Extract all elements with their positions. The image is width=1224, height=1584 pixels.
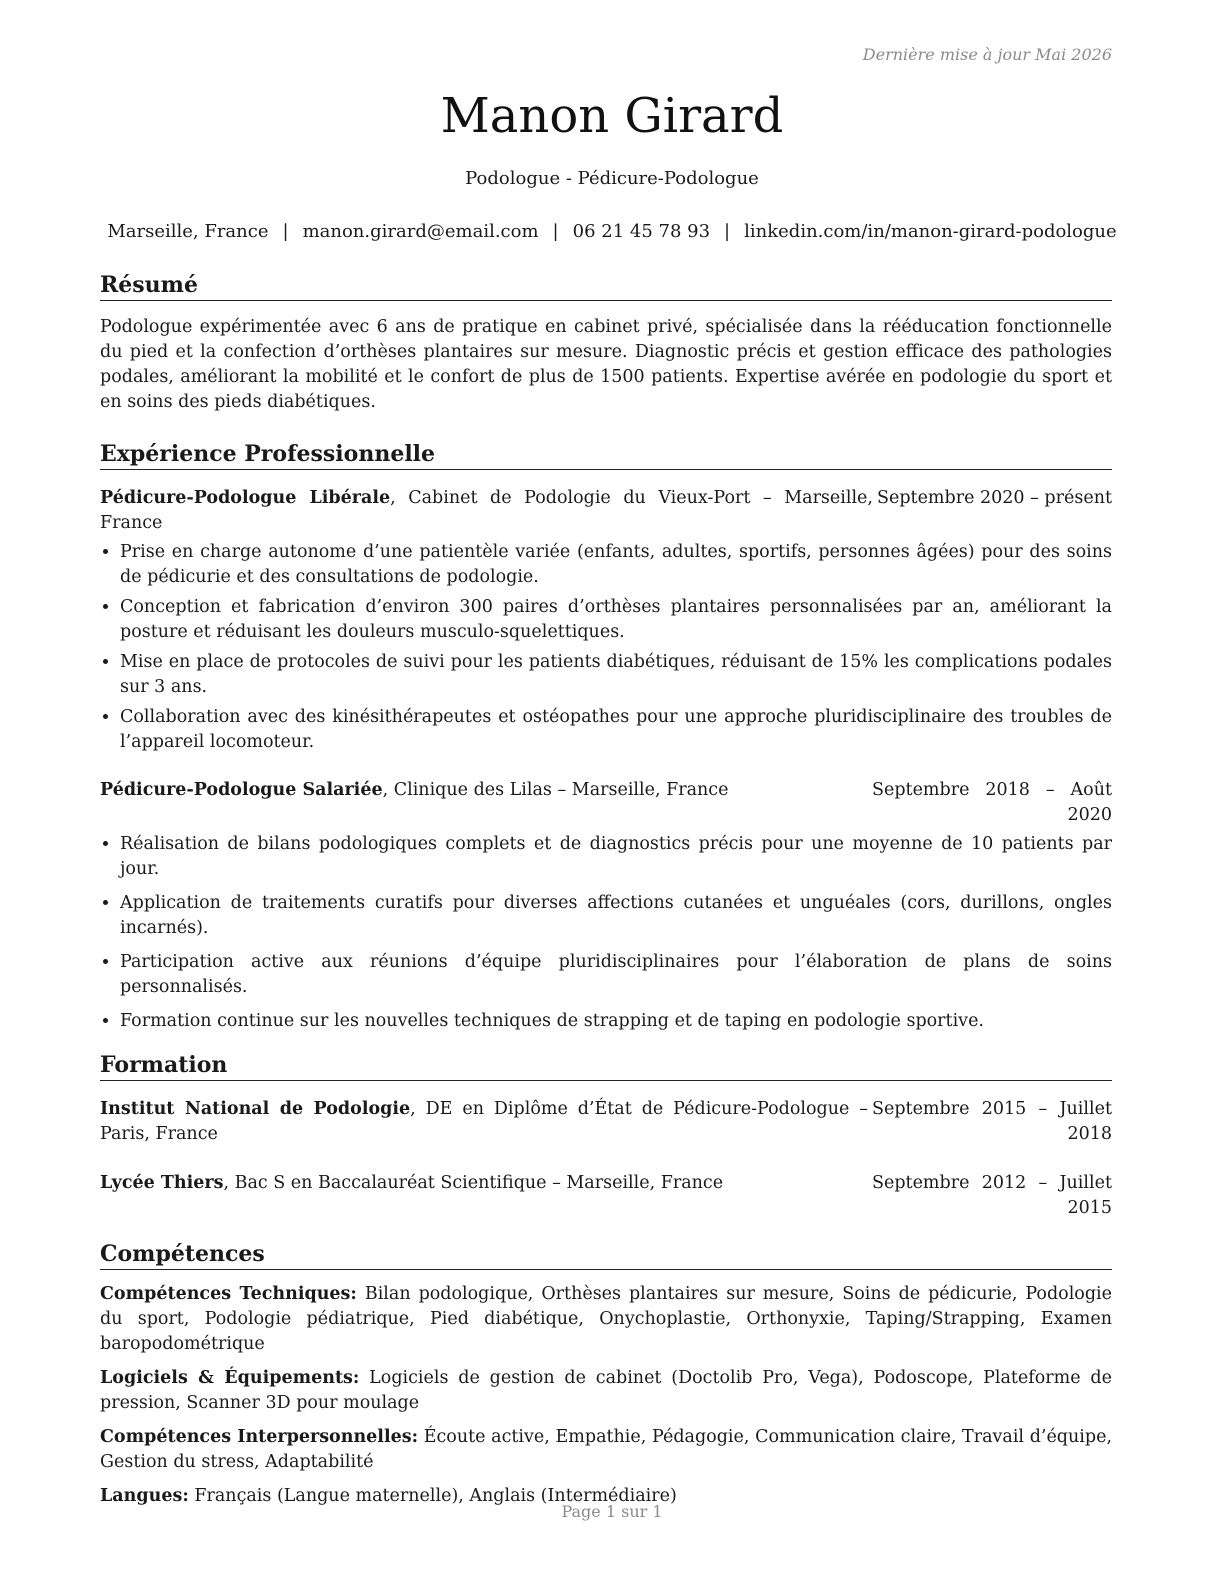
job-bullets [100, 832, 1112, 1034]
skill-value: Logiciels de gestion de cabinet (Doctolib Pro, Vega), Podoscope, Plateforme de pression, Scanner 3D pour moulage [100, 1368, 1112, 1413]
job-dates: Septembre 2018 – Août 2020 [872, 780, 1112, 825]
skill-value: Français (Langue maternelle), Anglais (Intermédiaire) [194, 1486, 677, 1506]
job-place: , Cabinet de Podologie du Vieux-Port – Marseille, France [100, 488, 873, 533]
skill-row [100, 1282, 1112, 1357]
skill-label: Langues: [100, 1486, 189, 1506]
contact-email[interactable]: manon.girard@email.com [302, 221, 539, 242]
job-header [100, 486, 1112, 536]
job-title-line [100, 778, 872, 803]
education-school: Lycée Thiers [100, 1173, 224, 1193]
experience-section [100, 441, 1112, 1034]
contact-location: Marseille, France [107, 221, 269, 242]
job-place: , Clinique des Lilas – Marseille, France [382, 780, 729, 800]
list-item: • Collaboration avec des kinésithérapeutes et ostéopathes pour une approche pluridisciplinaire des troubles de l’appareil locomoteur. [120, 705, 1112, 755]
contact-separator: | [724, 221, 731, 242]
section-title: Expérience Professionnelle [100, 441, 1112, 470]
skill-value: Bilan podologique, Orthèses plantaires sur mesure, Soins de pédicurie, Podologie du sport, Podologie pédiatrique, Pied diabétique, Onychoplastie, Orthonyxie, Taping/Strapping, Examen baropodométrique [100, 1284, 1112, 1354]
headline: Podologue - Pédicure-Podologue [465, 168, 759, 189]
job-dates: Septembre 2020 – présent [877, 488, 1112, 508]
education-entry [100, 1097, 1112, 1147]
skill-label: Compétences Interpersonnelles: [100, 1427, 419, 1447]
education-title-line [100, 1171, 872, 1196]
summary-section [100, 272, 1112, 415]
job-title-line [100, 486, 877, 536]
job-role: Pédicure-Podologue Libérale [100, 488, 391, 508]
education-school: Institut National de Podologie [100, 1099, 411, 1119]
job-header [100, 778, 1112, 828]
job-role: Pédicure-Podologue Salariée [100, 780, 383, 800]
education-section [100, 1052, 1112, 1221]
education-dates: Septembre 2015 – Juillet 2018 [872, 1099, 1112, 1144]
skill-label: Compétences Techniques: [100, 1284, 357, 1304]
education-entry [100, 1171, 1112, 1221]
list-item: • Réalisation de bilans podologiques complets et de diagnostics précis pour une moyenne de 10 patients par jour. [120, 832, 1112, 882]
list-item: • Mise en place de protocoles de suivi pour les patients diabétiques, réduisant de 15% les complications podales sur 3 ans. [120, 650, 1112, 700]
education-detail: , DE en Diplôme d’État de Pédicure-Podologue – Paris, France [100, 1099, 868, 1144]
education-title-line [100, 1097, 872, 1147]
resume-body [100, 272, 1112, 1523]
contact-line [0, 221, 1224, 242]
page-number: Page 1 sur 1 [561, 1502, 663, 1521]
skills-section [100, 1241, 1112, 1509]
skill-row [100, 1366, 1112, 1416]
education-dates: Septembre 2012 – Juillet 2015 [872, 1173, 1112, 1218]
contact-separator: | [552, 221, 559, 242]
list-item: • Conception et fabrication d’environ 300 paires d’orthèses plantaires personnalisées par an, améliorant la posture et réduisant les douleurs musculo-squelettiques. [120, 595, 1112, 645]
skill-row [100, 1425, 1112, 1475]
contact-linkedin[interactable]: linkedin.com/in/manon-girard-podologue [744, 221, 1117, 242]
summary-text: Podologue expérimentée avec 6 ans de pratique en cabinet privé, spécialisée dans la rééducation fonctionnelle du pied et la confection d’orthèses plantaires sur mesure. Diagnostic précis et gestion efficace des pathologies podales, améliorant la mobilité et le confort de plus de 1500 patients. Expertise avérée en podologie du sport et en soins des pieds diabétiques. [100, 317, 1112, 412]
list-item: • Formation continue sur les nouvelles techniques de strapping et de taping en podologie sportive. [120, 1009, 1112, 1034]
education-detail: , Bac S en Baccalauréat Scientifique – Marseille, France [223, 1173, 724, 1193]
section-title: Résumé [100, 272, 1112, 301]
list-item: • Prise en charge autonome d’une patientèle variée (enfants, adultes, sportifs, personnes âgées) pour des soins de pédicurie et des consultations de podologie. [120, 540, 1112, 590]
section-title: Formation [100, 1052, 1112, 1081]
list-item: • Participation active aux réunions d’équipe pluridisciplinaires pour l’élaboration de plans de soins personnalisés. [120, 950, 1112, 1000]
job-bullets [100, 540, 1112, 755]
contact-phone[interactable]: 06 21 45 78 93 [572, 221, 711, 242]
section-title: Compétences [100, 1241, 1112, 1270]
skill-label: Logiciels & Équipements: [100, 1368, 360, 1388]
skill-value: Écoute active, Empathie, Pédagogie, Communication claire, Travail d’équipe, Gestion du stress, Adaptabilité [100, 1427, 1113, 1472]
candidate-name: Manon Girard [440, 88, 784, 144]
list-item: • Application de traitements curatifs pour diverses affections cutanées et unguéales (cors, durillons, ongles incarnés). [120, 891, 1112, 941]
contact-separator: | [282, 221, 289, 242]
last-updated: Dernière mise à jour Mai 2026 [862, 45, 1112, 64]
